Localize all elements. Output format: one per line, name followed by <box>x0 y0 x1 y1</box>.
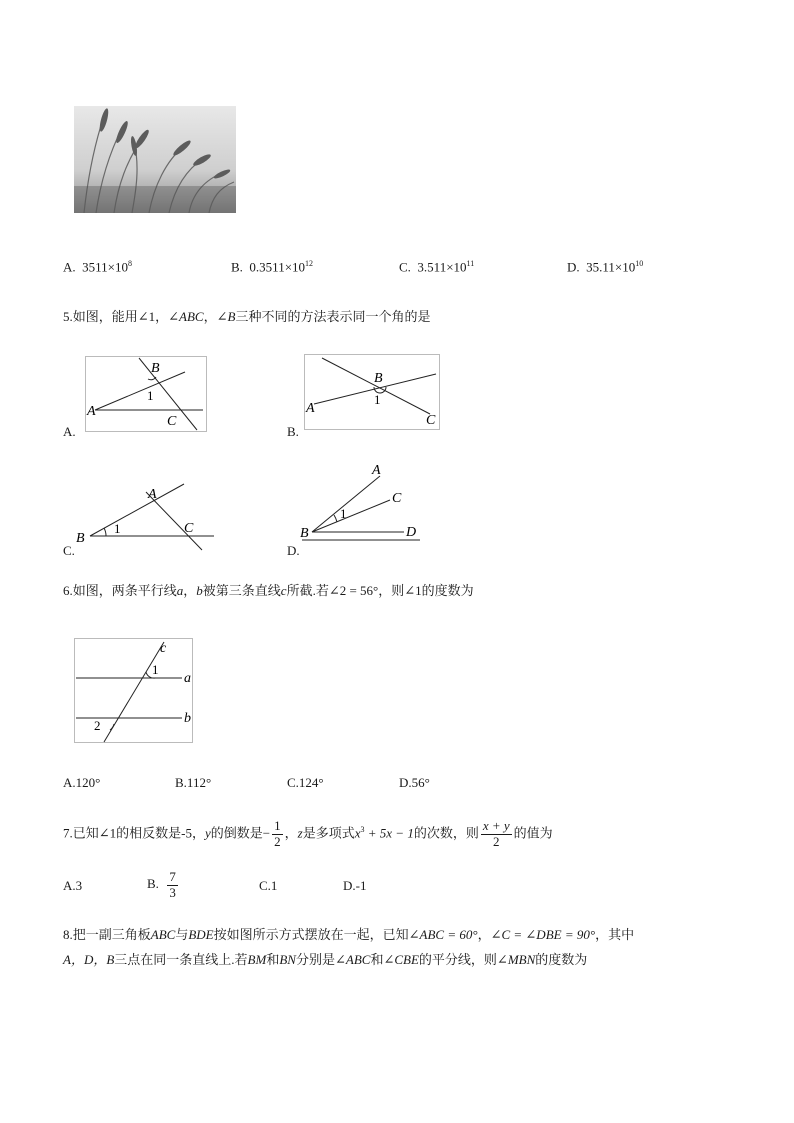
q5-b-label-a: A <box>306 401 315 416</box>
q5-d-label-b: B <box>300 526 309 541</box>
q5-option-c-label: C. <box>63 543 75 558</box>
q8-angle-mbn: ∠MBN <box>496 952 536 967</box>
q8-l1-part2: 与 <box>175 927 189 942</box>
q5-stem-part1: 5.如图，能用∠1， <box>63 309 169 324</box>
q4-option-c-value: 3.511×10 <box>417 259 467 275</box>
q7-minus: − <box>262 825 271 841</box>
q7-part5: 的次数，则 <box>413 825 479 841</box>
q8-bn: BN <box>279 952 296 967</box>
q7-part2: 的倒数是 <box>210 825 263 841</box>
q7-stem <box>63 810 553 853</box>
q8-l2-part5: 的平分线，则 <box>418 952 497 967</box>
q6-sep: ， <box>183 583 197 598</box>
q5-b-label-c: C <box>426 413 436 428</box>
q6-figure <box>74 638 194 744</box>
q4-option-d-letter: D. <box>567 259 580 275</box>
q6-option-a: A.120° <box>63 775 101 790</box>
q7-poly-rest: + 5x − 1 <box>364 825 414 841</box>
q8-l2-part4: 和 <box>370 952 384 967</box>
q5-c-label-a: A <box>148 487 157 502</box>
q5-stem-angle-abc: ∠ABC <box>168 309 204 324</box>
q8-l2-part2: 和 <box>266 952 280 967</box>
q5-figure-a <box>85 356 207 432</box>
q5-a-label-b: B <box>151 361 160 376</box>
q8-l1-part5: ，其中 <box>595 927 635 942</box>
q5-option-d-label: D. <box>287 543 300 558</box>
q6-var-c: c <box>280 583 287 598</box>
q6-option-d: D.56° <box>399 775 430 790</box>
q5-figure-d-graphic <box>298 460 424 554</box>
q5-figure-b <box>304 354 440 430</box>
q5-b-label-1: 1 <box>374 392 381 407</box>
q7-poly-x: x <box>354 825 361 841</box>
q4-option-a <box>63 259 132 275</box>
q8-l2-part3: 分别是 <box>295 952 335 967</box>
q8-line-1 <box>63 924 634 943</box>
q8-l1-part3: 按如图所示方式摆放在一起，已知 <box>213 927 409 942</box>
q7-fraction-1 <box>272 819 283 850</box>
q5-d-label-1: 1 <box>340 506 347 521</box>
q6-label-c: c <box>160 641 167 656</box>
q8-points: A，D，B <box>63 952 115 967</box>
q5-option-b-label: B. <box>287 424 299 439</box>
q4-option-d <box>567 259 643 275</box>
q7-part1: 7.已知∠1的相反数是-5， <box>63 825 205 841</box>
q7-option-b <box>147 862 180 906</box>
q7-option-b-fraction <box>167 870 178 901</box>
q4-option-b <box>231 259 313 275</box>
q5-a-label-1: 1 <box>147 388 154 403</box>
q5-option-a-label: A. <box>63 424 76 439</box>
q8-cond-2: ∠C = ∠DBE = 90° <box>490 927 596 942</box>
q6-stem-part2: 被第三条直线 <box>202 583 281 598</box>
q8-cond-1: ∠ABC = 60° <box>408 927 478 942</box>
q5-stem-sep: ， <box>203 309 217 324</box>
q7-var-y: y <box>204 825 211 841</box>
q5-stem-angle-b: ∠B <box>216 309 236 324</box>
q6-stem-part1: 6.如图，两条平行线 <box>63 583 177 598</box>
q7-option-c: C.1 <box>259 878 278 893</box>
q6-label-b: b <box>184 711 191 726</box>
q8-l1-part1: 8.把一副三角板 <box>63 927 151 942</box>
q5-figure-c-graphic <box>76 476 216 552</box>
q7-poly-exp: 3 <box>360 825 365 834</box>
q4-option-a-exp: 8 <box>128 259 132 268</box>
q5-figure-b-graphic <box>304 354 440 430</box>
q5-figure-d <box>298 460 424 554</box>
q7-var-z: z <box>297 825 303 841</box>
q4-option-c-exp: 11 <box>466 259 475 268</box>
q4-option-a-letter: A. <box>63 259 76 275</box>
q5-b-label-b: B <box>374 371 383 386</box>
q6-label-2: 2 <box>94 718 101 733</box>
q6-option-b: B.112° <box>175 775 212 790</box>
wheat-photo-graphic <box>74 106 236 213</box>
q5-a-label-a: A <box>87 404 96 419</box>
q7-part3: ， <box>284 825 298 841</box>
q5-d-label-a: A <box>372 463 381 478</box>
q7-option-b-den: 3 <box>169 884 176 900</box>
q7-frac2-den: 2 <box>493 833 500 849</box>
q8-l1-part4: ， <box>477 927 491 942</box>
q5-a-label-c: C <box>167 414 177 429</box>
q5-figure-a-graphic <box>85 356 207 432</box>
wheat-photo <box>74 106 236 213</box>
q8-abc: ABC <box>150 927 176 942</box>
q7-part4: 是多项式 <box>302 825 355 841</box>
q4-option-a-value: 3511×10 <box>82 259 128 275</box>
q5-c-label-b: B <box>76 531 85 546</box>
q6-label-a: a <box>184 671 191 686</box>
q7-frac2-num: x + y <box>482 817 510 833</box>
q6-label-1: 1 <box>152 662 159 677</box>
q8-bde: BDE <box>188 927 214 942</box>
q4-option-c <box>399 259 474 275</box>
q5-stem-part2: 三种不同的方法表示同一个角的是 <box>235 309 431 324</box>
q5-d-label-d: D <box>406 525 417 540</box>
q7-frac1-den: 2 <box>274 833 281 849</box>
q4-option-b-exp: 12 <box>305 259 314 268</box>
q6-var-b: b <box>196 583 203 598</box>
q7-frac1-num: 1 <box>274 817 281 833</box>
q5-c-label-1: 1 <box>114 521 121 536</box>
q5-d-label-c: C <box>392 491 402 506</box>
q7-option-b-num: 7 <box>169 868 176 884</box>
q5-c-label-c: C <box>184 521 194 536</box>
q6-var-a: a <box>176 583 184 598</box>
q4-option-c-letter: C. <box>399 259 411 275</box>
q8-bm: BM <box>247 952 267 967</box>
q8-line-2 <box>63 949 587 968</box>
q4-option-b-letter: B. <box>231 259 243 275</box>
q5-stem <box>63 306 430 325</box>
q6-stem-part3: 所截.若∠2 = 56°，则∠1的度数为 <box>286 583 474 598</box>
q6-option-c: C.124° <box>287 775 324 790</box>
q8-angle-abc: ∠ABC <box>334 952 371 967</box>
q7-option-d: D.-1 <box>343 878 367 893</box>
q7-option-b-letter: B. <box>147 876 159 891</box>
q4-option-b-value: 0.3511×10 <box>249 259 306 275</box>
q8-l2-part1: 三点在同一条直线上.若 <box>114 952 248 967</box>
q8-l2-part6: 的度数为 <box>535 952 588 967</box>
q4-option-d-exp: 10 <box>635 259 644 268</box>
q5-figure-c <box>76 476 216 552</box>
q7-option-a: A.3 <box>63 878 83 893</box>
q8-angle-cbe: ∠CBE <box>383 952 419 967</box>
q4-option-d-value: 35.11×10 <box>586 259 636 275</box>
q7-fraction-2 <box>481 819 512 850</box>
q7-part6: 的值为 <box>513 825 553 841</box>
q6-figure-graphic <box>74 638 194 744</box>
q6-stem <box>63 580 474 599</box>
